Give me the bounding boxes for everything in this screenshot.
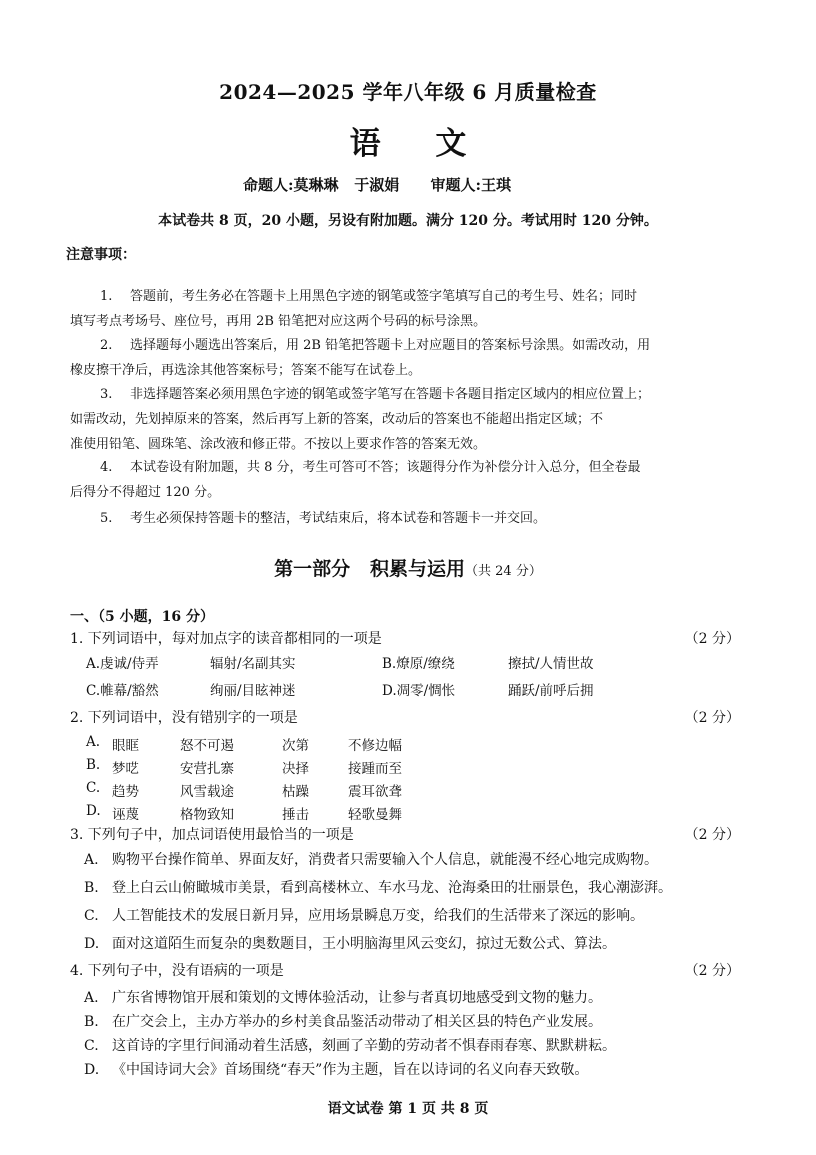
question-4-stem (70, 960, 740, 980)
question-text: 1. 下列词语中，每对加点字的读音都相同的一项是 (70, 631, 382, 647)
authors-line: 命题人:莫琳琳 于淑娟 审题人:王琪 (243, 176, 512, 194)
q1-option-b: B.燎原/缭绕 (382, 656, 455, 672)
q3-option-c (84, 905, 744, 925)
q4-option-d (84, 1059, 744, 1079)
q3-option-d (84, 933, 744, 953)
option-label: D. (84, 1062, 100, 1078)
option-word: 怒不可遏 (180, 738, 234, 754)
notice-num: 4. (100, 460, 113, 475)
part-title-points: （共 24 分） (465, 564, 542, 579)
option-text: 登上白云山俯瞰城市美景，看到高楼林立、车水马龙、沧海桑田的壮丽景色，我心潮澎湃。 (112, 880, 672, 896)
question-score: （2 分） (684, 631, 740, 647)
notice-heading: 注意事项： (66, 247, 136, 263)
question-score: （2 分） (684, 710, 740, 726)
question-score: （2 分） (684, 963, 740, 979)
question-text: 4. 下列句子中，没有语病的一项是 (70, 963, 284, 979)
option-label: C. (84, 908, 99, 924)
option-word: 捶击 (282, 807, 309, 823)
notice-line: 非选择题答案必须用黑色字迹的钢笔或签字笔写在答题卡各题目指定区域内的相应位置上； (130, 387, 651, 402)
notice-line: 答题前，考生务必在答题卡上用黑色字迹的钢笔或签字笔填写自己的考生号、姓名；同时 (130, 289, 638, 304)
option-word: 趋势 (112, 784, 139, 800)
notice-line: 准使用铅笔、圆珠笔、涂改液和修正带。不按以上要求作答的答案无效。 (70, 437, 487, 452)
option-label: A. (86, 734, 101, 750)
option-label: D. (86, 803, 101, 819)
option-text: 人工智能技术的发展日新月异，应用场景瞬息万变，给我们的生活带来了深远的影响。 (112, 908, 644, 924)
option-word: 决择 (282, 761, 309, 777)
question-text: 3. 下列句子中，加点词语使用最恰当的一项是 (70, 827, 354, 843)
page-footer: 语文试卷 第 1 页 共 8 页 (327, 1101, 489, 1117)
notice-num: 5. (100, 511, 113, 526)
option-word: 不修边幅 (348, 738, 402, 754)
option-text: 在广交会上，主办方举办的乡村美食品鉴活动带动了相关区县的特色产业发展。 (112, 1014, 602, 1030)
q1-option-b-pair: 擦拭/人情世故 (508, 656, 594, 672)
option-label: C. (86, 780, 101, 796)
notice-line: 如需改动，先划掉原来的答案，然后再写上新的答案，改动后的答案也不能超出指定区域；不 (70, 412, 604, 427)
exam-info: 本试卷共 8 页，20 小题，另设有附加题。满分 120 分。考试用时 120 分钟。 (158, 213, 658, 229)
subject-title: 语 文 (349, 126, 489, 162)
option-word: 次第 (282, 738, 309, 754)
part-title (0, 554, 816, 581)
exam-title: 2024—2025 学年八年级 6 月质量检查 (219, 80, 597, 104)
notice-item-2 (70, 333, 740, 383)
q1-option-a-pair: 辐射/名副其实 (210, 656, 296, 672)
section-heading: 一、（5 小题，16 分） (70, 609, 214, 625)
option-label: A. (84, 852, 99, 868)
option-text: 购物平台操作简单、界面友好，消费者只需要输入个人信息，就能漫不经心地完成购物。 (112, 852, 658, 868)
q1-option-c: C.帷幕/豁然 (86, 683, 159, 699)
notice-line: 本试卷设有附加题，共 8 分，考生可答可不答；该题得分作为补偿分计入总分，但全卷最 (130, 460, 641, 475)
q1-option-c-pair: 绚丽/目眩神迷 (210, 683, 296, 699)
q4-option-b (84, 1011, 744, 1031)
part-title-text: 第一部分 积累与运用 (274, 558, 466, 580)
option-word: 诬蔑 (112, 807, 139, 823)
notice-line: 填写考点考场号、座位号，再用 2B 铅笔把对应这两个号码的标号涂黑。 (70, 314, 487, 329)
option-label: A. (84, 990, 99, 1006)
notice-num: 3. (100, 387, 113, 402)
option-text: 这首诗的字里行间涌动着生活感，刻画了辛勤的劳动者不惧春雨春寒、默默耕耘。 (112, 1038, 616, 1054)
notice-item-1 (70, 284, 740, 334)
option-word: 梦呓 (112, 761, 139, 777)
q4-option-c (84, 1035, 744, 1055)
option-word: 接踵而至 (348, 761, 402, 777)
option-text: 《中国诗词大会》首场围绕“春天”作为主题，旨在以诗词的名义向春天致敬。 (112, 1062, 589, 1078)
option-word: 震耳欲聋 (348, 784, 402, 800)
question-score: （2 分） (684, 827, 740, 843)
option-word: 风雪载途 (180, 784, 234, 800)
notice-line: 橡皮擦干净后，再选涂其他答案标号；答案不能写在试卷上。 (70, 363, 422, 378)
option-label: B. (84, 1014, 99, 1030)
notice-item-4 (70, 455, 740, 505)
q1-option-d: D.凋零/惆怅 (382, 683, 456, 699)
option-label: C. (84, 1038, 99, 1054)
option-label: B. (86, 757, 101, 773)
option-word: 格物致知 (180, 807, 234, 823)
notice-line: 后得分不得超过 120 分。 (70, 485, 221, 500)
option-text: 广东省博物馆开展和策划的文博体验活动，让参与者真切地感受到文物的魅力。 (112, 990, 602, 1006)
option-word: 安营扎寨 (180, 761, 234, 777)
q1-option-a: A.虔诚/侍弄 (86, 656, 159, 672)
option-label: D. (84, 936, 100, 952)
question-1-stem (70, 628, 740, 648)
notice-item-3 (70, 382, 740, 457)
option-text: 面对这道陌生而复杂的奥数题目，王小明脑海里风云变幻，掠过无数公式、算法。 (112, 936, 616, 952)
notice-line: 考生必须保持答题卡的整洁，考试结束后，将本试卷和答题卡一并交回。 (130, 511, 547, 526)
notice-line: 选择题每小题选出答案后，用 2B 铅笔把答题卡上对应题目的答案标号涂黑。如需改动，用 (130, 338, 651, 353)
option-word: 枯躁 (282, 784, 309, 800)
question-text: 2. 下列词语中，没有错别字的一项是 (70, 710, 298, 726)
question-3-stem (70, 824, 740, 844)
option-label: B. (84, 880, 99, 896)
q4-option-a (84, 987, 744, 1007)
option-word: 眼眶 (112, 738, 139, 754)
notice-num: 2. (100, 338, 113, 353)
notice-num: 1. (100, 289, 113, 304)
notice-item-5 (100, 506, 740, 531)
q3-option-b (84, 877, 744, 897)
option-word: 轻歌曼舞 (348, 807, 402, 823)
q1-option-d-pair: 踊跃/前呼后拥 (508, 683, 594, 699)
question-2-stem (70, 707, 740, 727)
q3-option-a (84, 849, 744, 869)
